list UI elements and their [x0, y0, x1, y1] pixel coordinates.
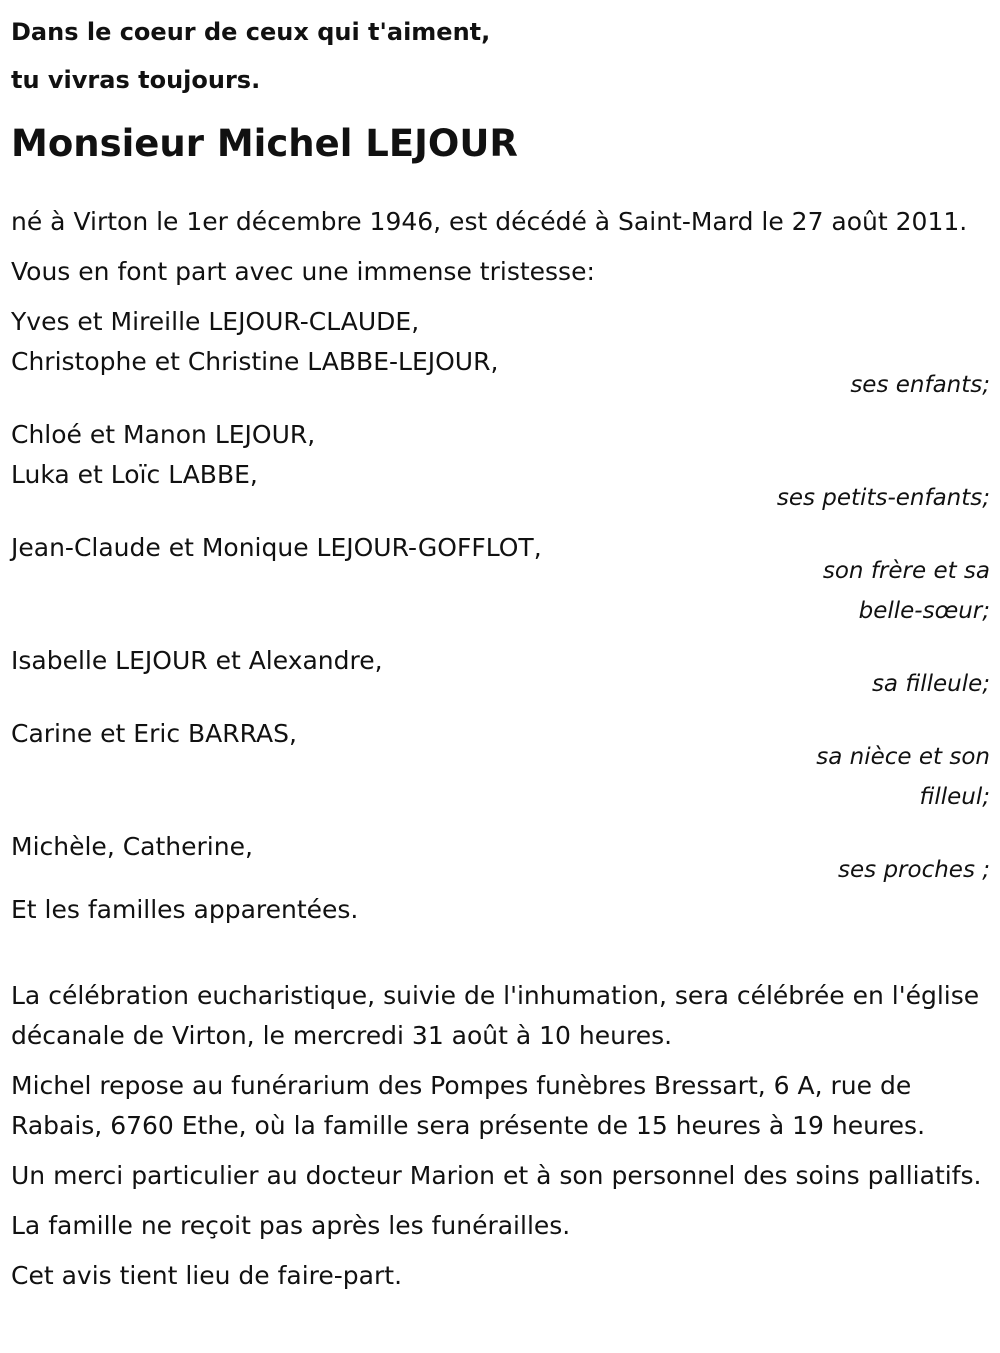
funeral-home-text: Michel repose au funérarium des Pompes funèbres Bressart, 6 A, rue de Rabais, 6760 Ethe, où la famille sera présente de 15 heures à 19 heures.: [11, 1071, 926, 1140]
relation-label: ses enfants;: [850, 372, 990, 398]
deceased-name: Monsieur Michel LEJOUR: [11, 122, 518, 165]
family-name-line: Luka et Loïc LABBE,: [11, 460, 258, 489]
relation-label: ses petits-enfants;: [776, 485, 990, 511]
family-name-line: Carine et Eric BARRAS,: [11, 719, 297, 748]
family-name-line: Christophe et Christine LABBE-LEJOUR,: [11, 347, 499, 376]
family-name-line: Jean-Claude et Monique LEJOUR-GOFFLOT,: [11, 533, 542, 562]
family-name-line: Isabelle LEJOUR et Alexandre,: [11, 646, 383, 675]
ceremony-text: La célébration eucharistique, suivie de l'inhumation, sera célébrée en l'église décanale de Virton, le mercredi 31 août à 10 heures.: [11, 981, 980, 1050]
family-group-niece: [11, 714, 990, 817]
epigraph-line-1: Dans le coeur de ceux qui t'aiment,: [11, 18, 491, 46]
announcement-intro: Vous en font part avec une immense tristesse:: [11, 257, 595, 286]
epigraph-line-2: tu vivras toujours.: [11, 66, 261, 94]
family-group-children: [11, 302, 990, 405]
family-group-grandchildren: [11, 415, 990, 518]
relation-label: son frère et sa belle-sœur;: [822, 558, 990, 624]
thanks-text: Un merci particulier au docteur Marion et à son personnel des soins palliatifs.: [11, 1161, 982, 1190]
family-name-line: Michèle, Catherine,: [11, 832, 253, 861]
notice-text: Cet avis tient lieu de faire-part.: [11, 1261, 403, 1290]
relation-label: sa filleule;: [871, 671, 990, 697]
relation-label: ses proches ;: [838, 857, 990, 883]
no-reception-text: La famille ne reçoit pas après les funérailles.: [11, 1211, 571, 1240]
relation-label: sa nièce et son filleul;: [816, 744, 990, 810]
family-group-brother: [11, 528, 990, 631]
families-line: Et les familles apparentées.: [11, 895, 359, 924]
family-name-line: Chloé et Manon LEJOUR,: [11, 420, 316, 449]
family-group-goddaughter: [11, 641, 990, 704]
birth-death-text: né à Virton le 1er décembre 1946, est décédé à Saint-Mard le 27 août 2011.: [11, 207, 968, 236]
family-name-line: Yves et Mireille LEJOUR-CLAUDE,: [11, 307, 420, 336]
epigraph: [11, 0, 990, 104]
family-group-relatives: [11, 827, 990, 890]
